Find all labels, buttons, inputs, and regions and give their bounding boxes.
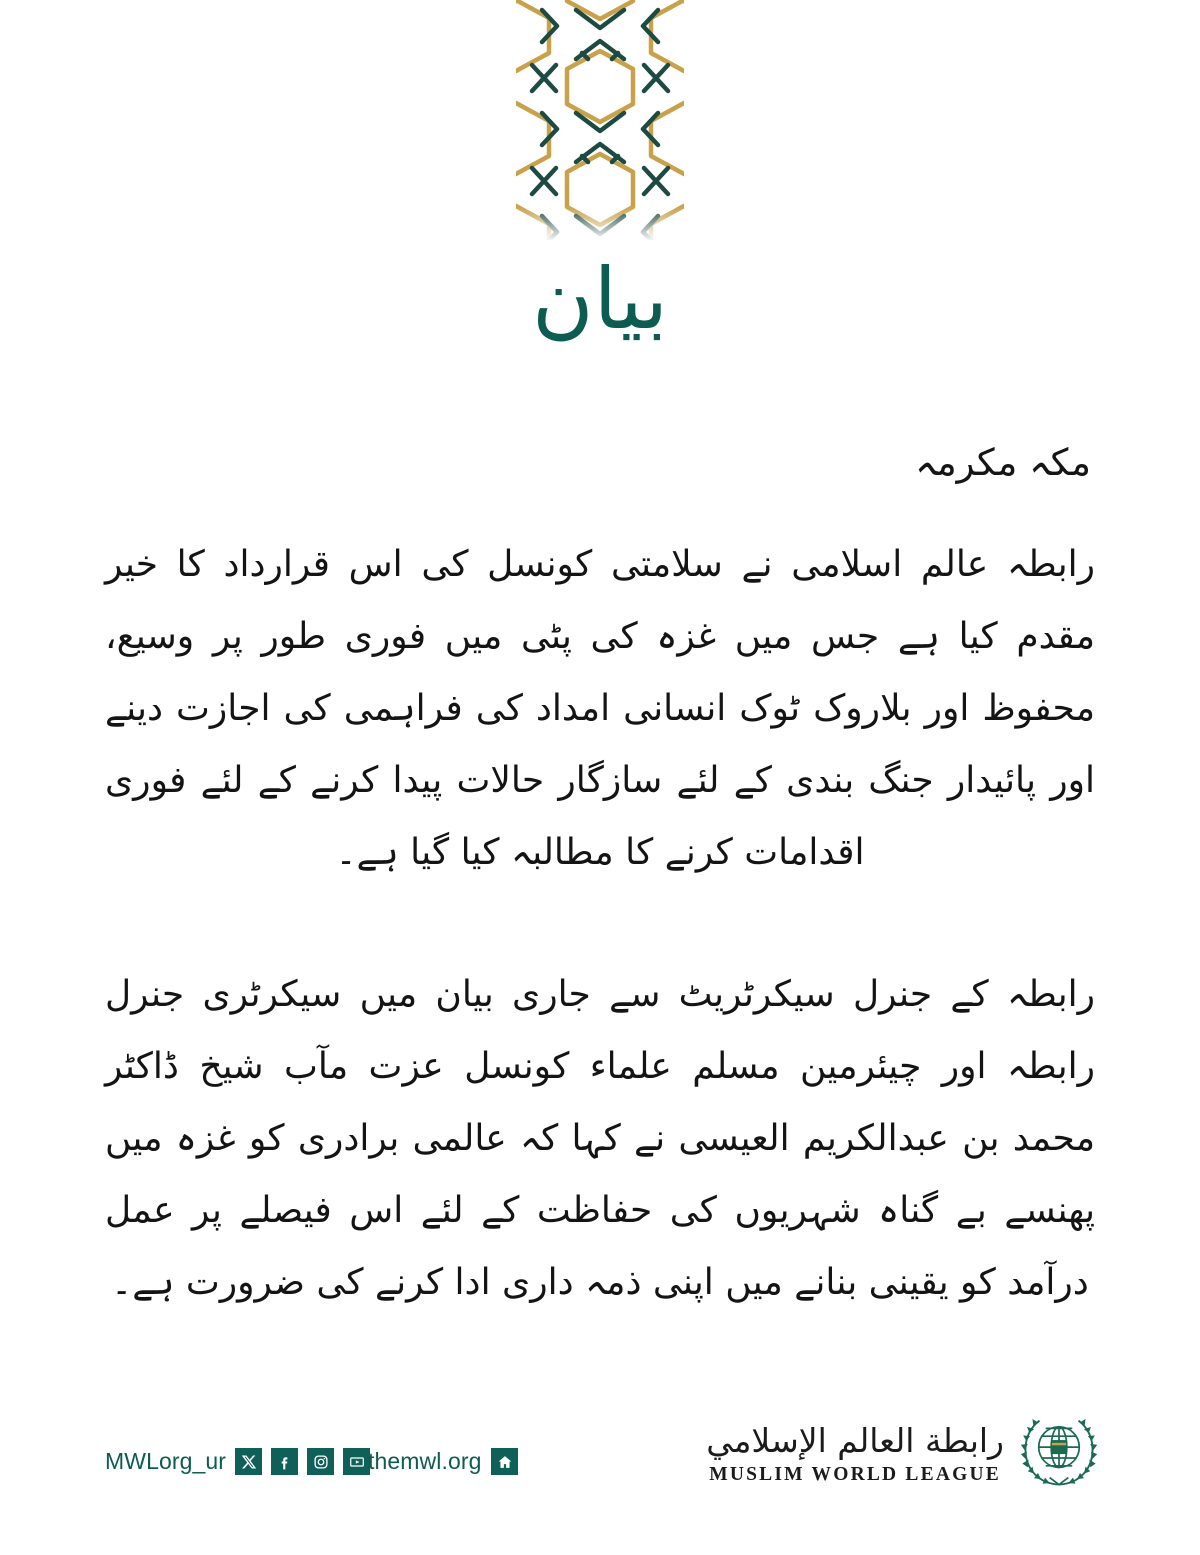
dateline: مکہ مکرمہ (915, 441, 1091, 484)
page-title: بيان (531, 250, 668, 348)
website-label: themwl.org (368, 1448, 482, 1474)
social-links-group (105, 1448, 370, 1475)
youtube-icon[interactable] (343, 1448, 370, 1475)
islamic-geometric-pattern-icon (516, 0, 684, 240)
statement-body (105, 435, 1095, 1389)
globe-laurel-kaaba-emblem-icon (1020, 1412, 1098, 1495)
x-twitter-icon[interactable] (235, 1448, 262, 1475)
website-link-group (368, 1448, 518, 1475)
social-handle-label: MWLorg_ur (105, 1448, 227, 1474)
logo-wordmark (706, 1421, 1004, 1487)
organization-logo (706, 1412, 1098, 1495)
header-ornament-band (0, 0, 1200, 240)
ornament-tile-clip (516, 0, 684, 240)
facebook-icon[interactable] (271, 1448, 298, 1475)
page-footer (0, 1390, 1200, 1555)
instagram-icon[interactable] (307, 1448, 334, 1475)
logo-latin-name: MUSLIM WORLD LEAGUE (709, 1464, 1001, 1486)
paragraph-2: رابطہ کے جنرل سیکرٹریٹ سے جاری بیان میں سیکرٹری جنرل رابطہ اور چیئرمین مسلم علماء کونسل عزت مآب شیخ ڈاکٹر محمد بن عبدالکریم العیسی نے کہا کہ عالمی برادری کو غزہ میں پھنسے بے گناہ شہریوں کی حفاظت کے لئے اس فیصلے پر عمل درآمد کو یقینی بنانے میں اپنی ذمہ داری ادا کرنے کی ضرورت ہے۔ (105, 973, 1095, 1303)
paragraph-1: رابطہ عالم اسلامی نے سلامتی کونسل کی اس قرارداد کا خیر مقدم کیا ہے جس میں غزہ کی پٹی میں فوری طور پر وسیع، محفوظ اور بلاروک ٹوک انسانی امداد کی فراہمی کی اجازت دینے اور پائیدار جنگ بندی کے لئے سازگار حالات پیدا کرنے کے لئے فوری اقدامات کرنے کا مطالبہ کیا گیا ہے۔ (105, 543, 1095, 873)
home-icon[interactable] (491, 1448, 518, 1475)
logo-arabic-name: رابطة العالم الإسلامي (706, 1420, 1004, 1460)
